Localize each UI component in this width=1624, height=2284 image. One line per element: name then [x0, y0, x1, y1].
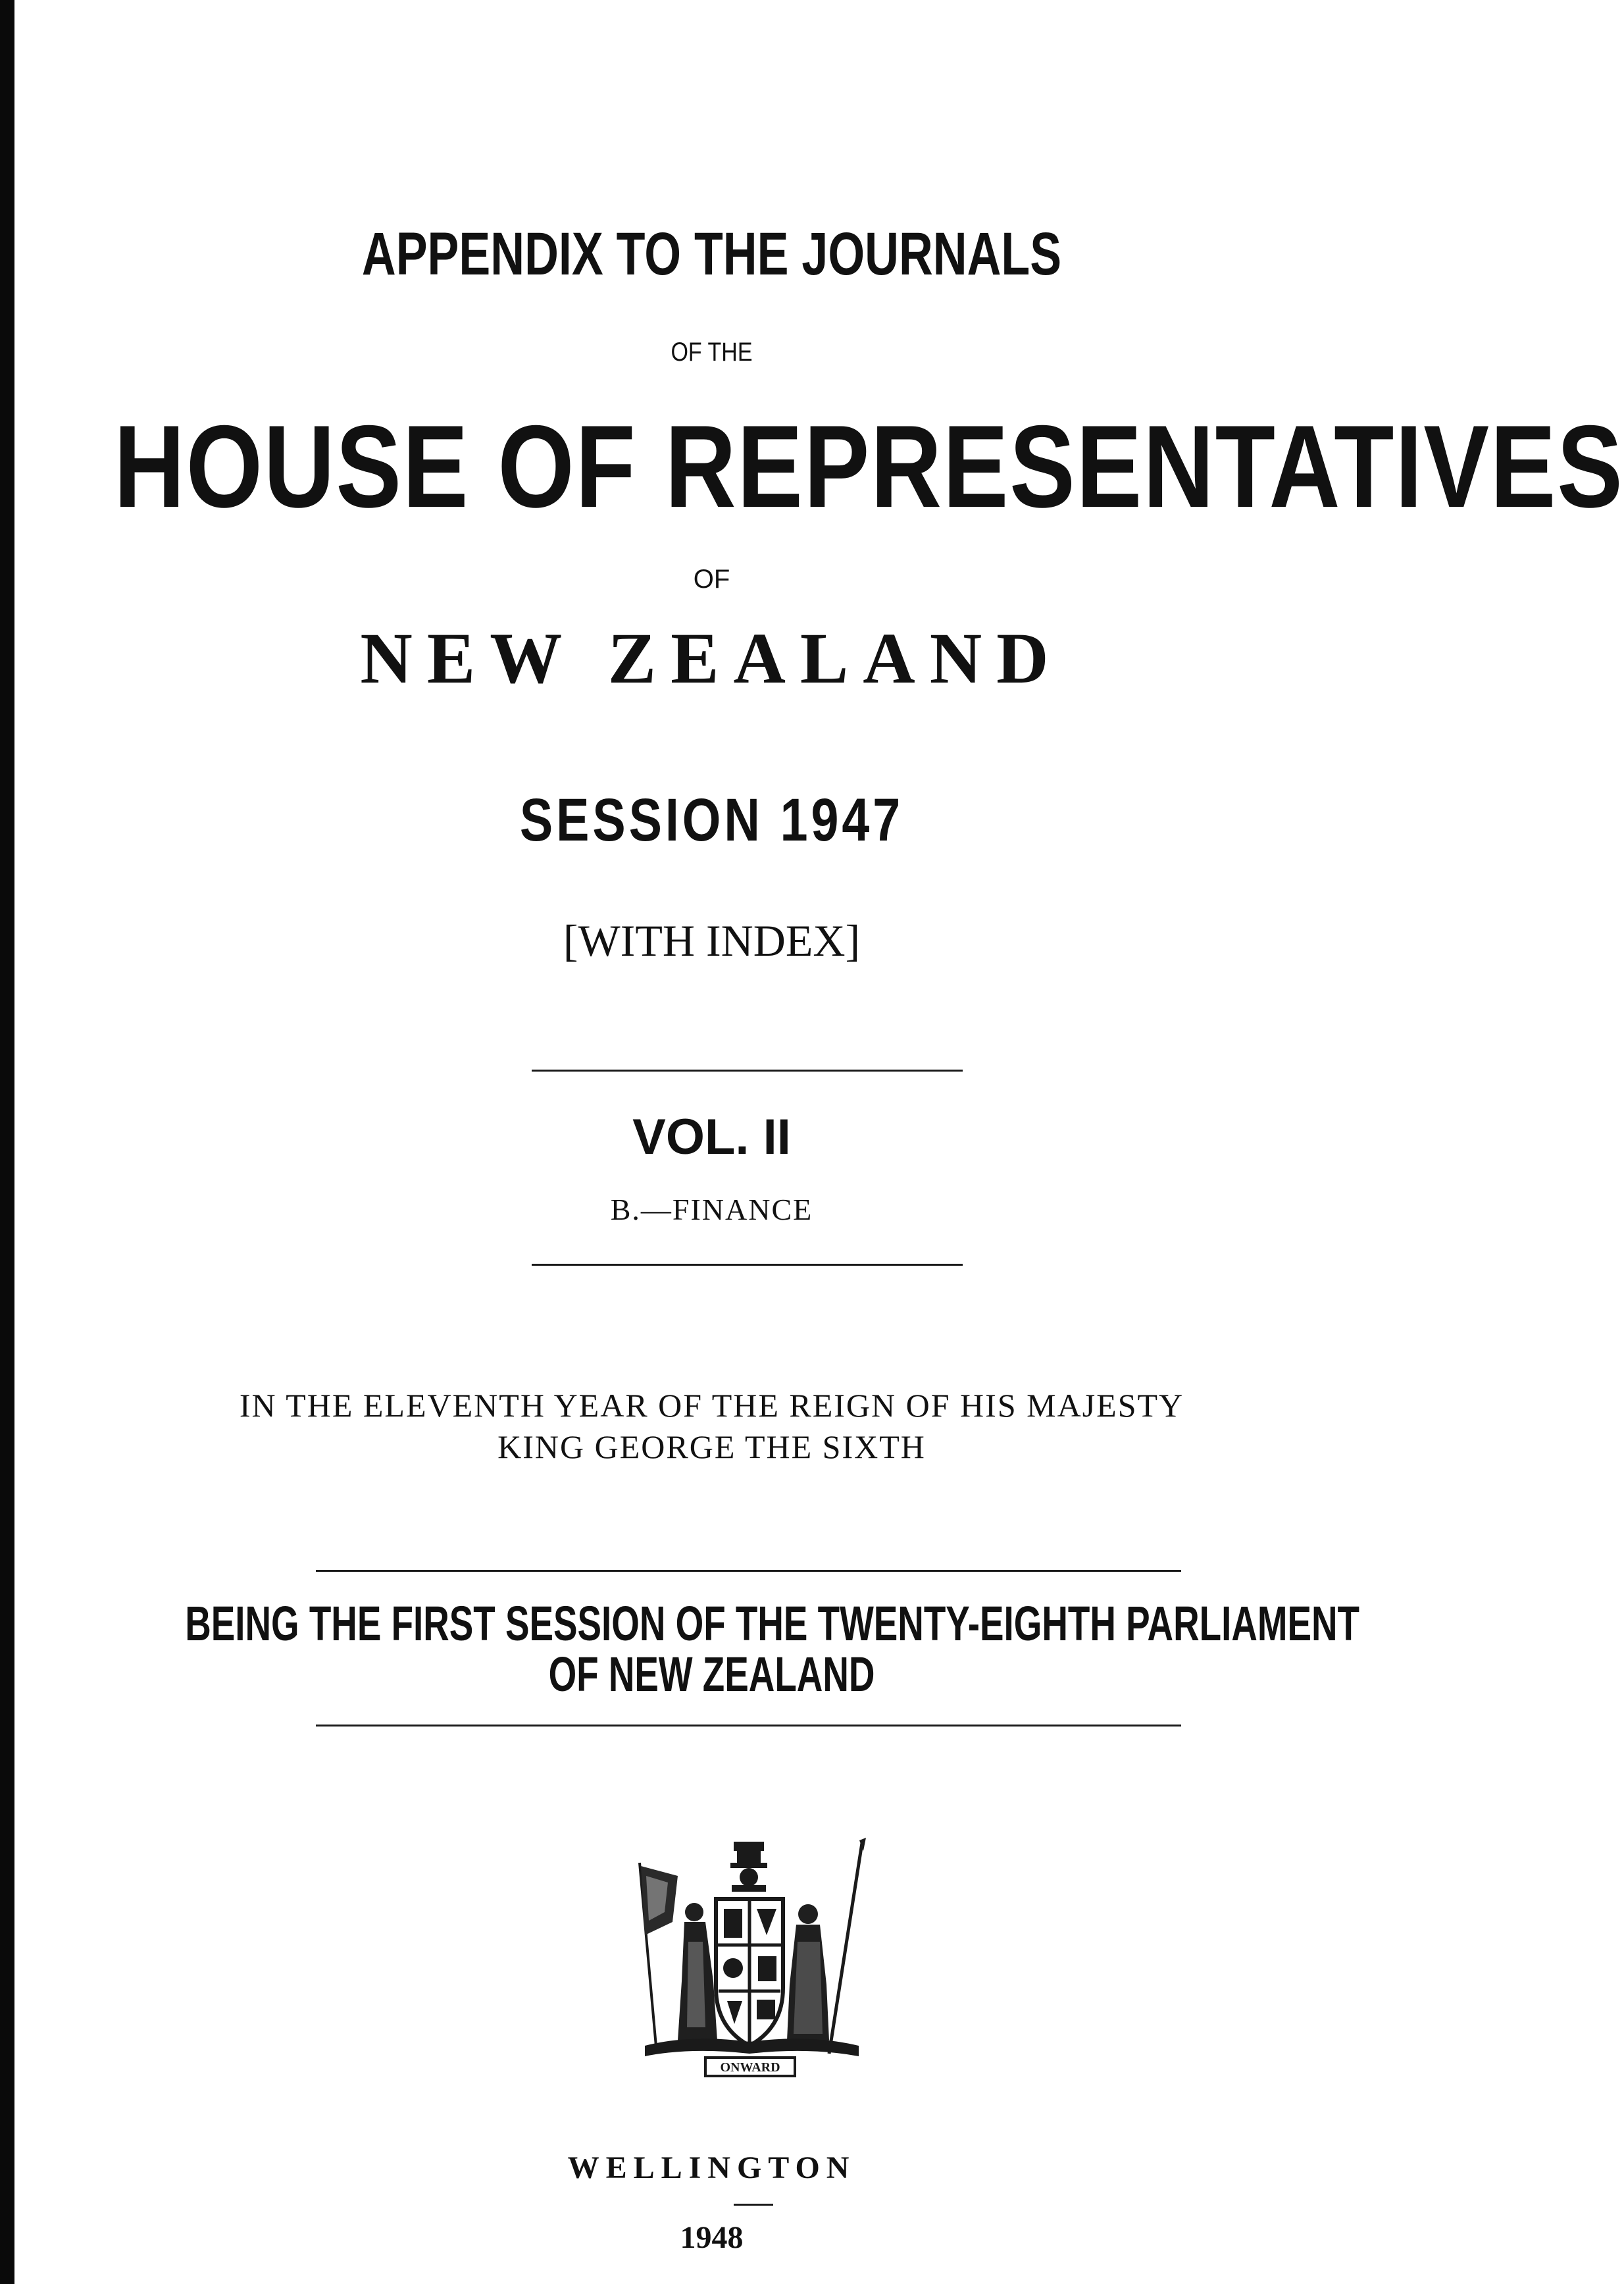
- divider-rule: [316, 1725, 1181, 1726]
- of-the-label: OF THE: [671, 338, 753, 367]
- volume-subject: B.—FINANCE: [610, 1193, 813, 1226]
- motto-text: ONWARD: [720, 2060, 780, 2075]
- reign-line-2: KING GEORGE THE SIXTH: [497, 1428, 926, 1465]
- house-title: HOUSE OF REPRESENTATIVES: [114, 401, 1624, 532]
- with-index-label: [WITH INDEX]: [563, 916, 861, 966]
- appendix-title: APPENDIX TO THE JOURNALS: [361, 221, 1062, 288]
- of-label: OF: [693, 565, 730, 594]
- reign-line-1: IN THE ELEVENTH YEAR OF THE REIGN OF HIS MAJESTY: [239, 1387, 1184, 1424]
- coat-of-arms-emblem: [632, 1836, 869, 2080]
- session-title: SESSION 1947: [519, 787, 904, 854]
- imprint-rule: [734, 2204, 773, 2206]
- divider-rule: [316, 1570, 1181, 1572]
- imprint-year: 1948: [680, 2220, 744, 2255]
- parliament-line-2: OF NEW ZEALAND: [548, 1647, 875, 1701]
- volume-title: VOL. II: [632, 1109, 791, 1165]
- divider-rule: [532, 1264, 963, 1266]
- parliament-line-1: BEING THE FIRST SESSION OF THE TWENTY-EIGHTH PARLIAMENT: [185, 1596, 1360, 1651]
- divider-rule: [532, 1070, 963, 1072]
- country-title: NEW ZEALAND: [360, 618, 1063, 698]
- imprint-place: WELLINGTON: [567, 2150, 856, 2185]
